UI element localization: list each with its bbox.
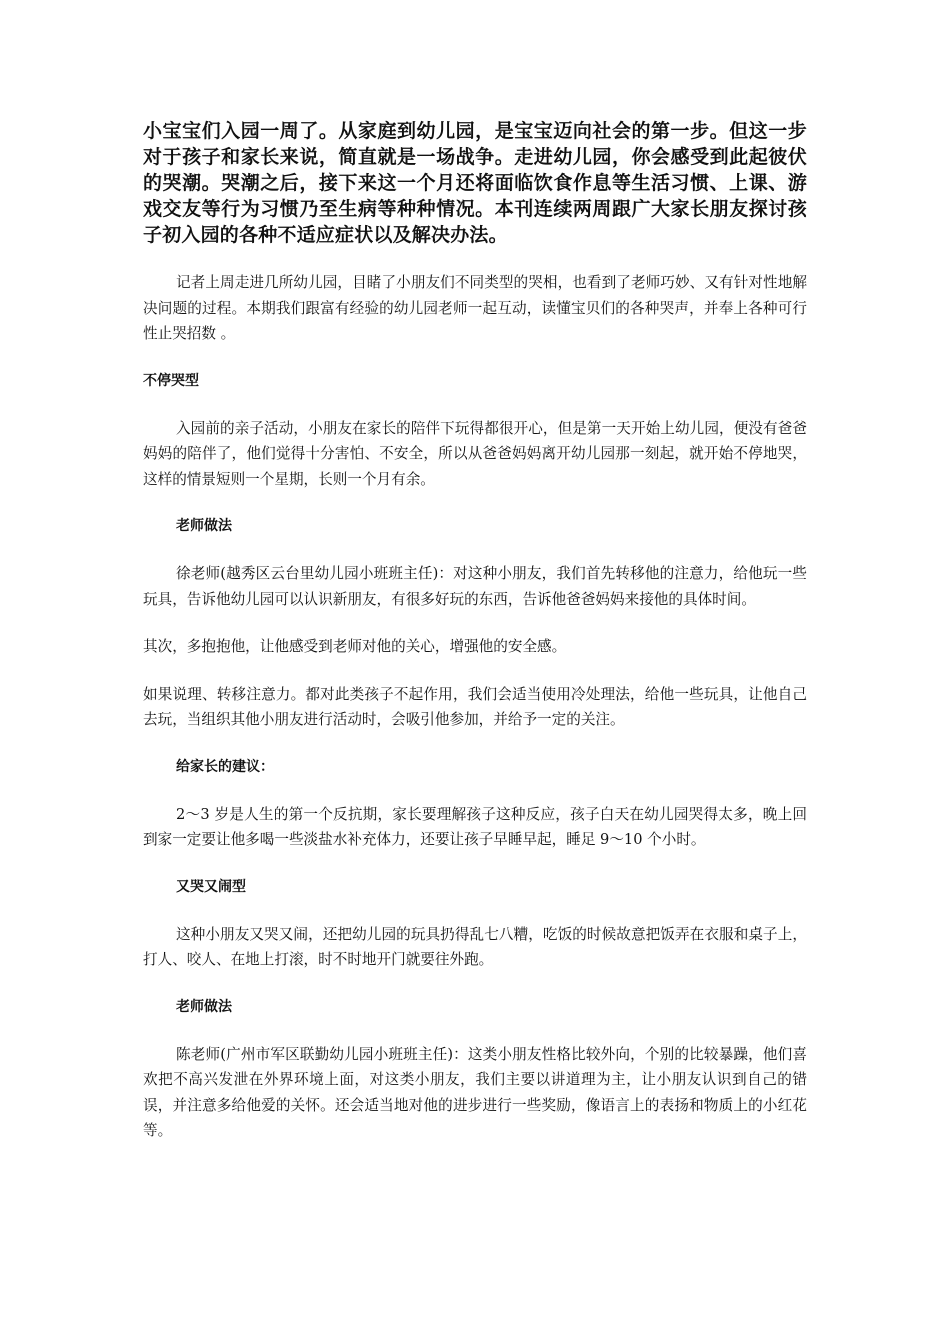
lead-paragraph: 小宝宝们入园一周了。从家庭到幼儿园，是宝宝迈向社会的第一步。但这一步对于孩子和家长来说，简直就是一场战争。走进幼儿园，你会感受到此起彼伏的哭潮。哭潮之后，接下来这一个月还将面临饮食作息等生活习惯、上课、游戏交友等行为习惯乃至生病等种种情况。本刊连续两周跟广大家长朋友探讨孩子初入园的各种不适应症状以及解决办法。 [143,120,807,246]
section-description: 这种小朋友又哭又闹，还把幼儿园的玩具扔得乱七八糟，吃饭的时候故意把饭弄在衣服和桌子上，打人、咬人、在地上打滚，时不时地开门就要往外跑。 [143,925,807,968]
section-description: 入园前的亲子活动，小朋友在家长的陪伴下玩得都很开心，但是第一天开始上幼儿园，便没有爸爸妈妈的陪伴了，他们觉得十分害怕、不安全，所以从爸爸妈妈离开幼儿园那一刻起，就开始不停地哭，这样的情景短则一个星期，长则一个月有余。 [143,419,807,488]
teacher-method-paragraph: 徐老师(越秀区云台里幼儿园小班班主任)：对这种小朋友，我们首先转移他的注意力，给他玩一些玩具，告诉他幼儿园可以认识新朋友，有很多好玩的东西，告诉他爸爸妈妈来接他的具体时间。 [143,565,807,608]
section-heading-nonstop-crying: 不停哭型 [143,372,199,389]
section-heading-crying-and-fussing: 又哭又闹型 [176,878,246,895]
teacher-method-paragraph: 其次，多抱抱他，让他感受到老师对他的关心，增强他的安全感。 [143,638,567,655]
parent-advice-heading: 给家长的建议： [176,758,274,775]
document-page [143,118,807,1166]
teacher-method-heading: 老师做法 [176,998,232,1015]
teacher-method-paragraph: 陈老师(广州市军区联勤幼儿园小班班主任)：这类小朋友性格比较外向，个别的比较暴躁，他们喜欢把不高兴发泄在外界环境上面，对这类小朋友，我们主要以讲道理为主，让小朋友认识到自己的错误，并注意多给他爱的关怀。还会适当地对他的进步进行一些奖励，像语言上的表扬和物质上的小红花等。 [143,1045,807,1139]
teacher-method-paragraph: 如果说理、转移注意力。都对此类孩子不起作用，我们会适当使用冷处理法，给他一些玩具，让他自己去玩，当组织其他小朋友进行活动时，会吸引他参加，并给予一定的关注。 [143,685,807,728]
intro-paragraph: 记者上周走进几所幼儿园，目睹了小朋友们不同类型的哭相，也看到了老师巧妙、又有针对性地解决问题的过程。本期我们跟富有经验的幼儿园老师一起互动，读懂宝贝们的各种哭声，并奉上各种可行性止哭招数 。 [143,274,807,342]
parent-advice-paragraph: 2～3 岁是人生的第一个反抗期，家长要理解孩子这种反应，孩子白天在幼儿园哭得太多，晚上回到家一定要让他多喝一些淡盐水补充体力，还要让孩子早睡早起，睡足 9～10 个小时。 [143,805,807,848]
teacher-method-heading: 老师做法 [176,518,232,534]
